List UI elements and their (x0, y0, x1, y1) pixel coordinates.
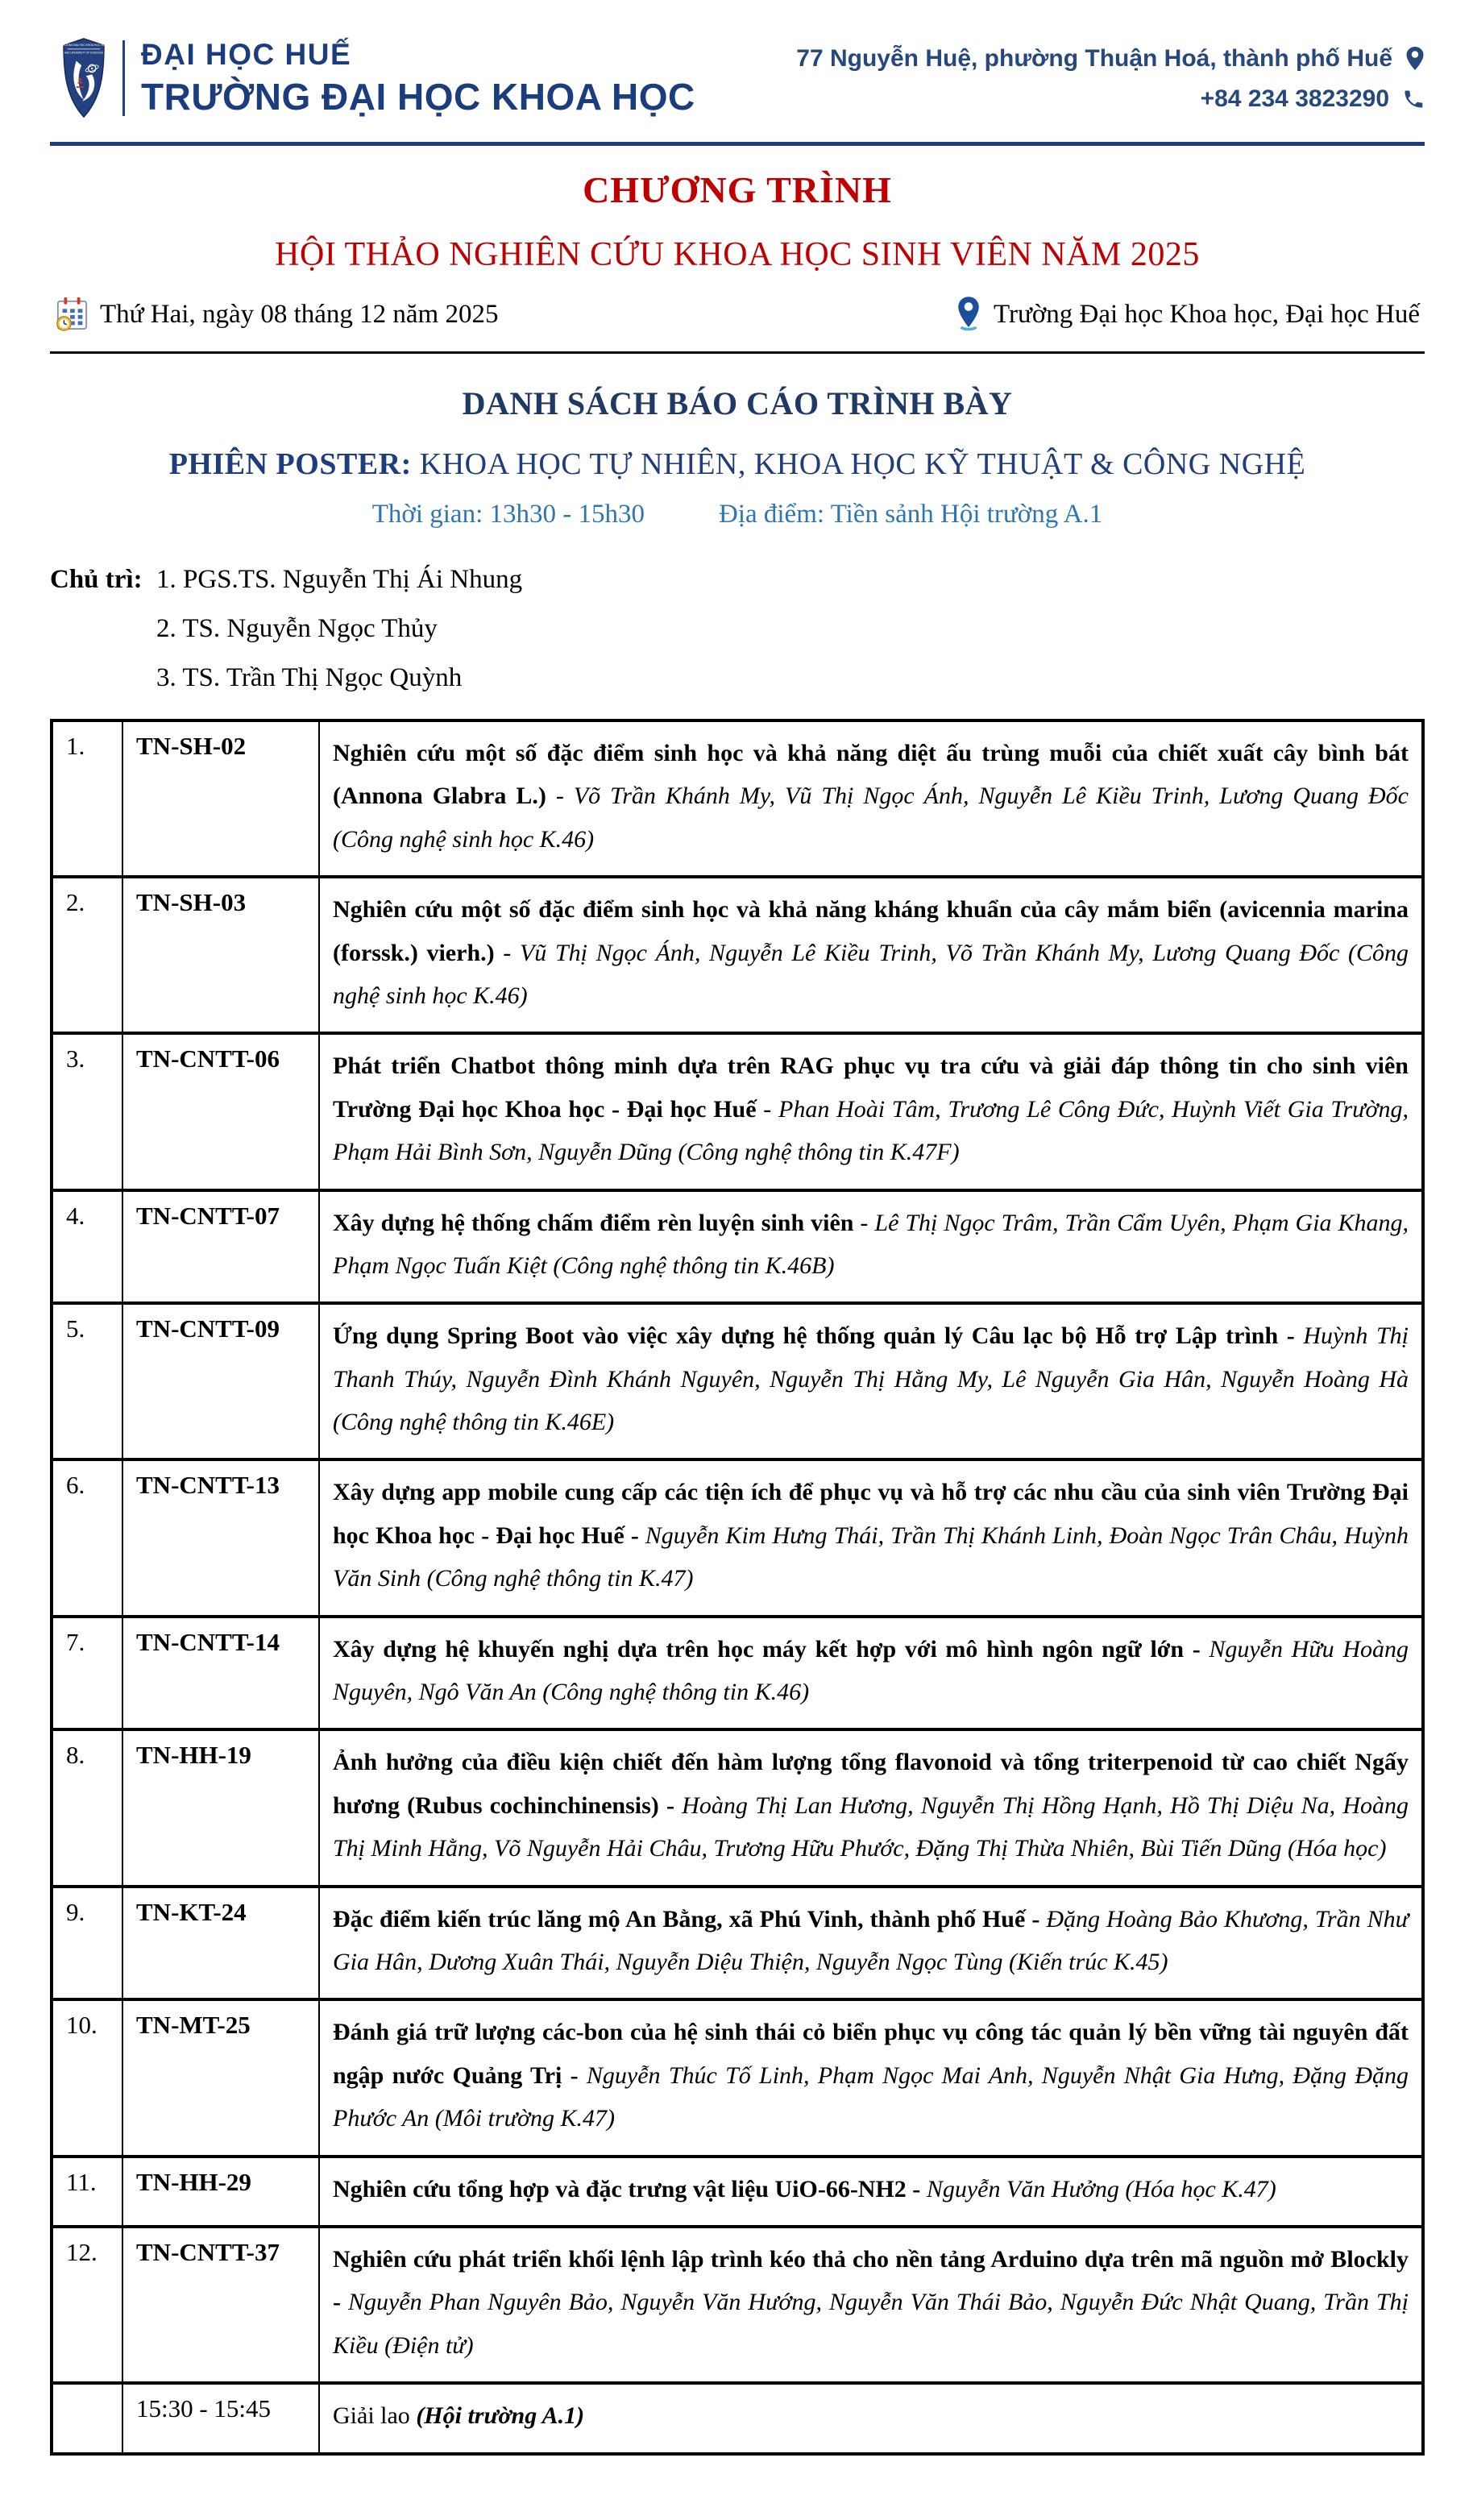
title-part: - (546, 783, 574, 810)
row-code: TN-HH-19 (122, 1729, 319, 1886)
row-title (319, 1887, 1423, 2000)
row-code: TN-CNTT-37 (122, 2227, 319, 2383)
row-number: 4. (52, 1190, 122, 1304)
row-code: TN-SH-03 (122, 877, 319, 1033)
row-code: TN-KT-24 (122, 1887, 319, 2000)
address-line (796, 45, 1425, 73)
chair-item: 2. TS. Nguyễn Ngọc Thủy (156, 614, 438, 643)
title-part: Đặc điểm kiến trúc lăng mộ An Bằng, xã Phú Vinh, thành phố Huế - (333, 1905, 1047, 1933)
shield-logo-icon (61, 37, 106, 119)
title-part: - (494, 939, 520, 966)
row-title (319, 720, 1423, 877)
row-code: TN-CNTT-13 (122, 1459, 319, 1616)
table-row (52, 1617, 1423, 1730)
table-row (52, 2383, 1423, 2453)
row-number: 3. (52, 1033, 122, 1189)
date-item (55, 296, 498, 333)
brand-divider (122, 40, 125, 116)
session-label: PHIÊN POSTER: (168, 447, 412, 481)
row-number: 10. (52, 1999, 122, 2156)
row-title (319, 2227, 1423, 2383)
title-part: Ảnh hưởng của điều kiện chiết đến hàm lượng tổng flavonoid và tổng triterpenoid từ cao chiết Ngấy hương (Rubus cochinchinensis) - (333, 1749, 1409, 1819)
header-divider-rule (50, 142, 1425, 146)
row-number: 12. (52, 2227, 122, 2383)
row-code: TN-CNTT-09 (122, 1303, 319, 1459)
title-part: - (853, 1209, 875, 1236)
row-number: 8. (52, 1729, 122, 1886)
title-part: Phát triển Chatbot thông minh dựa trên RAG phục vụ tra cứu và giải đáp thông tin cho sinh viên Trường Đại học Khoa học - Đại học Huế (333, 1052, 1409, 1123)
table-row (52, 2227, 1423, 2383)
row-code: TN-CNTT-07 (122, 1190, 319, 1304)
program-title: CHƯƠNG TRÌNH (583, 169, 892, 210)
phone-text: +84 234 3823290 (1200, 85, 1389, 112)
chair-item: 3. TS. Trần Thị Ngọc Quỳnh (156, 663, 463, 692)
title-part: Huỳnh Thị Thanh Thúy, Nguyễn Đình Khánh Nguyên, Nguyễn Thị Hằng My, Lê Nguyễn Gia Hân, Nguyễn Hoàng Hà (Công nghệ thông tin K.46E) (333, 1322, 1409, 1436)
brand-names (141, 38, 695, 118)
chair-item: 1. PGS.TS. Nguyễn Thị Ái Nhung (156, 565, 523, 594)
calendar-icon (55, 296, 89, 333)
school-name: TRƯỜNG ĐẠI HỌC KHOA HỌC (141, 75, 695, 118)
session-line (50, 446, 1425, 482)
row-code: TN-CNTT-14 (122, 1617, 319, 1730)
row-title (319, 1303, 1423, 1459)
presentation-table (50, 719, 1425, 2456)
chairs-block (50, 565, 1425, 693)
phone-line (796, 85, 1425, 113)
row-title (319, 1459, 1423, 1616)
svg-text:TRƯỜNG ĐẠI HỌC KHOA HỌC HUẾ: TRƯỜNG ĐẠI HỌC KHOA HỌC HUẾ (61, 44, 106, 48)
title-part: Lê Thị Ngọc Trâm, Trần Cẩm Uyên, Phạm Gia Khang, Phạm Ngọc Tuấn Kiệt (Công nghệ thông tin K.46B) (333, 1209, 1409, 1279)
table-row (52, 720, 1423, 877)
row-title (319, 877, 1423, 1033)
row-code: TN-MT-25 (122, 1999, 319, 2156)
title-part: Nguyễn Hữu Hoàng Nguyên, Ngô Văn An (Công nghệ thông tin K.46) (333, 1635, 1409, 1706)
section-divider-rule (50, 351, 1425, 354)
table-row (52, 1190, 1423, 1304)
row-code: TN-CNTT-06 (122, 1033, 319, 1189)
title-part: Nguyễn Thúc Tố Linh, Phạm Ngọc Mai Anh, Nguyễn Nhật Gia Hưng, Đặng Đặng Phước An (Môi trường K.47) (333, 2061, 1409, 2132)
letterhead (50, 32, 1425, 142)
row-title (319, 1190, 1423, 1304)
row-title (319, 2157, 1423, 2227)
time-location-line (50, 500, 1425, 529)
title-part: Xây dựng app mobile cung cấp các tiện ích để phục vụ và hỗ trợ các nhu cầu của sinh viên Trường Đại học Khoa học - Đại học Huế - (333, 1479, 1409, 1549)
title-part: Phan Hoài Tâm, Trương Lê Công Đức, Huỳnh Viết Gia Trường, Phạm Hải Bình Sơn, Nguyễn Dũng (Công nghệ thông tin K.47F) (333, 1095, 1409, 1166)
brand-block (61, 37, 695, 119)
title-part: Nguyễn Văn Hưởng (Hóa học K.47) (926, 2175, 1276, 2202)
title-part: - (756, 1095, 778, 1123)
title-part: Đặng Hoàng Bảo Khương, Trần Như Gia Hân, Dương Xuân Thái, Nguyễn Diệu Thiện, Nguyễn Ngọc Tùng (Kiến trúc K.45) (333, 1905, 1409, 1975)
table-row (52, 877, 1423, 1033)
venue-text: Trường Đại học Khoa học, Đại học Huế (993, 299, 1420, 329)
venue-item (955, 295, 1420, 334)
date-text: Thứ Hai, ngày 08 tháng 12 năm 2025 (100, 299, 499, 329)
chairs-list (156, 565, 522, 693)
table-row (52, 1303, 1423, 1459)
session-name: KHOA HỌC TỰ NHIÊN, KHOA HỌC KỸ THUẬT & CÔNG NGHỆ (411, 447, 1306, 481)
title-part: Giải lao (333, 2402, 417, 2430)
row-title (319, 1617, 1423, 1730)
session-time: Thời gian: 13h30 - 15h30 (371, 500, 645, 529)
title-part: Võ Trần Khánh My, Vũ Thị Ngọc Ánh, Nguyễn Lê Kiều Trinh, Lương Quang Đốc (Công nghệ sinh học K.46) (333, 783, 1409, 853)
row-number: 5. (52, 1303, 122, 1459)
table-row (52, 1887, 1423, 2000)
date-venue-row (50, 295, 1425, 334)
row-number: 6. (52, 1459, 122, 1616)
title-part: Nghiên cứu tổng hợp và đặc trưng vật liệu UiO-66-NH2 - (333, 2175, 927, 2202)
row-number: 1. (52, 720, 122, 877)
row-number: 2. (52, 877, 122, 1033)
phone-icon (1402, 88, 1425, 110)
row-code: 15:30 - 15:45 (122, 2383, 319, 2453)
session-location: Địa điểm: Tiền sảnh Hội trường A.1 (718, 500, 1103, 529)
title-part: Ứng dụng Spring Boot vào việc xây dựng hệ thống quản lý Câu lạc bộ Hỗ trợ Lập trình - (333, 1322, 1304, 1350)
program-subtitle: HỘI THẢO NGHIÊN CỨU KHOA HỌC SINH VIÊN NĂM 2025 (275, 236, 1200, 273)
title-part: Nguyễn Phan Nguyên Bảo, Nguyễn Văn Hướng, Nguyễn Văn Thái Bảo, Nguyễn Đức Nhật Quang, Trần Thị Kiều (Điện tử) (333, 2289, 1409, 2359)
row-number: 9. (52, 1887, 122, 2000)
row-title (319, 1033, 1423, 1189)
university-name: ĐẠI HỌC HUẾ (141, 38, 352, 72)
list-title: DANH SÁCH BÁO CÁO TRÌNH BÀY (462, 385, 1013, 421)
row-title (319, 1999, 1423, 2156)
location-pin-icon (1405, 46, 1425, 72)
contact-block (796, 45, 1425, 126)
title-part: Xây dựng hệ thống chấm điểm rèn luyện sinh viên (333, 1209, 854, 1236)
row-title (319, 1729, 1423, 1886)
title-part: Vũ Thị Ngọc Ánh, Nguyễn Lê Kiều Trinh, Võ Trần Khánh My, Lương Quang Đốc (Công nghệ sinh học K.46) (333, 939, 1409, 1009)
title-part: Hoàng Thị Lan Hương, Nguyễn Thị Hồng Hạnh, Hồ Thị Diệu Na, Hoàng Thị Minh Hằng, Võ Nguyễn Hải Châu, Trương Hữu Phước, Đặng Thị Thừa Nhiên, Bùi Tiến Dũng (Hóa học) (333, 1791, 1409, 1862)
table-row (52, 1033, 1423, 1189)
row-code: TN-HH-29 (122, 2157, 319, 2227)
chairs-label: Chủ trì: (50, 565, 143, 594)
row-number: 11. (52, 2157, 122, 2227)
row-number: 7. (52, 1617, 122, 1730)
title-part: Nghiên cứu phát triển khối lệnh lập trình kéo thả cho nền tảng Arduino dựa trên mã nguồn mở Blockly - (333, 2245, 1409, 2316)
map-pin-icon (955, 295, 982, 334)
table-row (52, 1459, 1423, 1616)
table-row (52, 1999, 1423, 2156)
row-code: TN-SH-02 (122, 720, 319, 877)
address-text: 77 Nguyễn Huệ, phường Thuận Hoá, thành phố Huế (796, 45, 1392, 72)
title-part: Nghiên cứu một số đặc điểm sinh học và khả năng kháng khuẩn của cây mắm biển (avicennia marina (forssk.) vierh.) (333, 896, 1409, 966)
row-number (52, 2383, 122, 2453)
title-part: Nghiên cứu một số đặc điểm sinh học và khả năng diệt ấu trùng muỗi của chiết xuất cây bình bát (Annona Glabra L.) (333, 740, 1409, 810)
table-row (52, 1729, 1423, 1886)
svg-text:HUE UNIVERSITY OF SCIENCES: HUE UNIVERSITY OF SCIENCES (64, 51, 104, 55)
title-part: Đánh giá trữ lượng các-bon của hệ sinh thái cỏ biển phục vụ công tác quản lý bền vững tài nguyên đất ngập nước Quảng Trị - (333, 2019, 1409, 2089)
title-part: Xây dựng hệ khuyến nghị dựa trên học máy kết hợp với mô hình ngôn ngữ lớn - (333, 1635, 1210, 1663)
title-part: (Hội trường A.1) (416, 2402, 585, 2430)
row-title (319, 2383, 1423, 2453)
table-row (52, 2157, 1423, 2227)
title-part: Nguyễn Kim Hưng Thái, Trần Thị Khánh Linh, Đoàn Ngọc Trân Châu, Huỳnh Văn Sinh (Công nghệ thông tin K.47) (333, 1522, 1409, 1592)
university-crest-logo (61, 37, 106, 119)
